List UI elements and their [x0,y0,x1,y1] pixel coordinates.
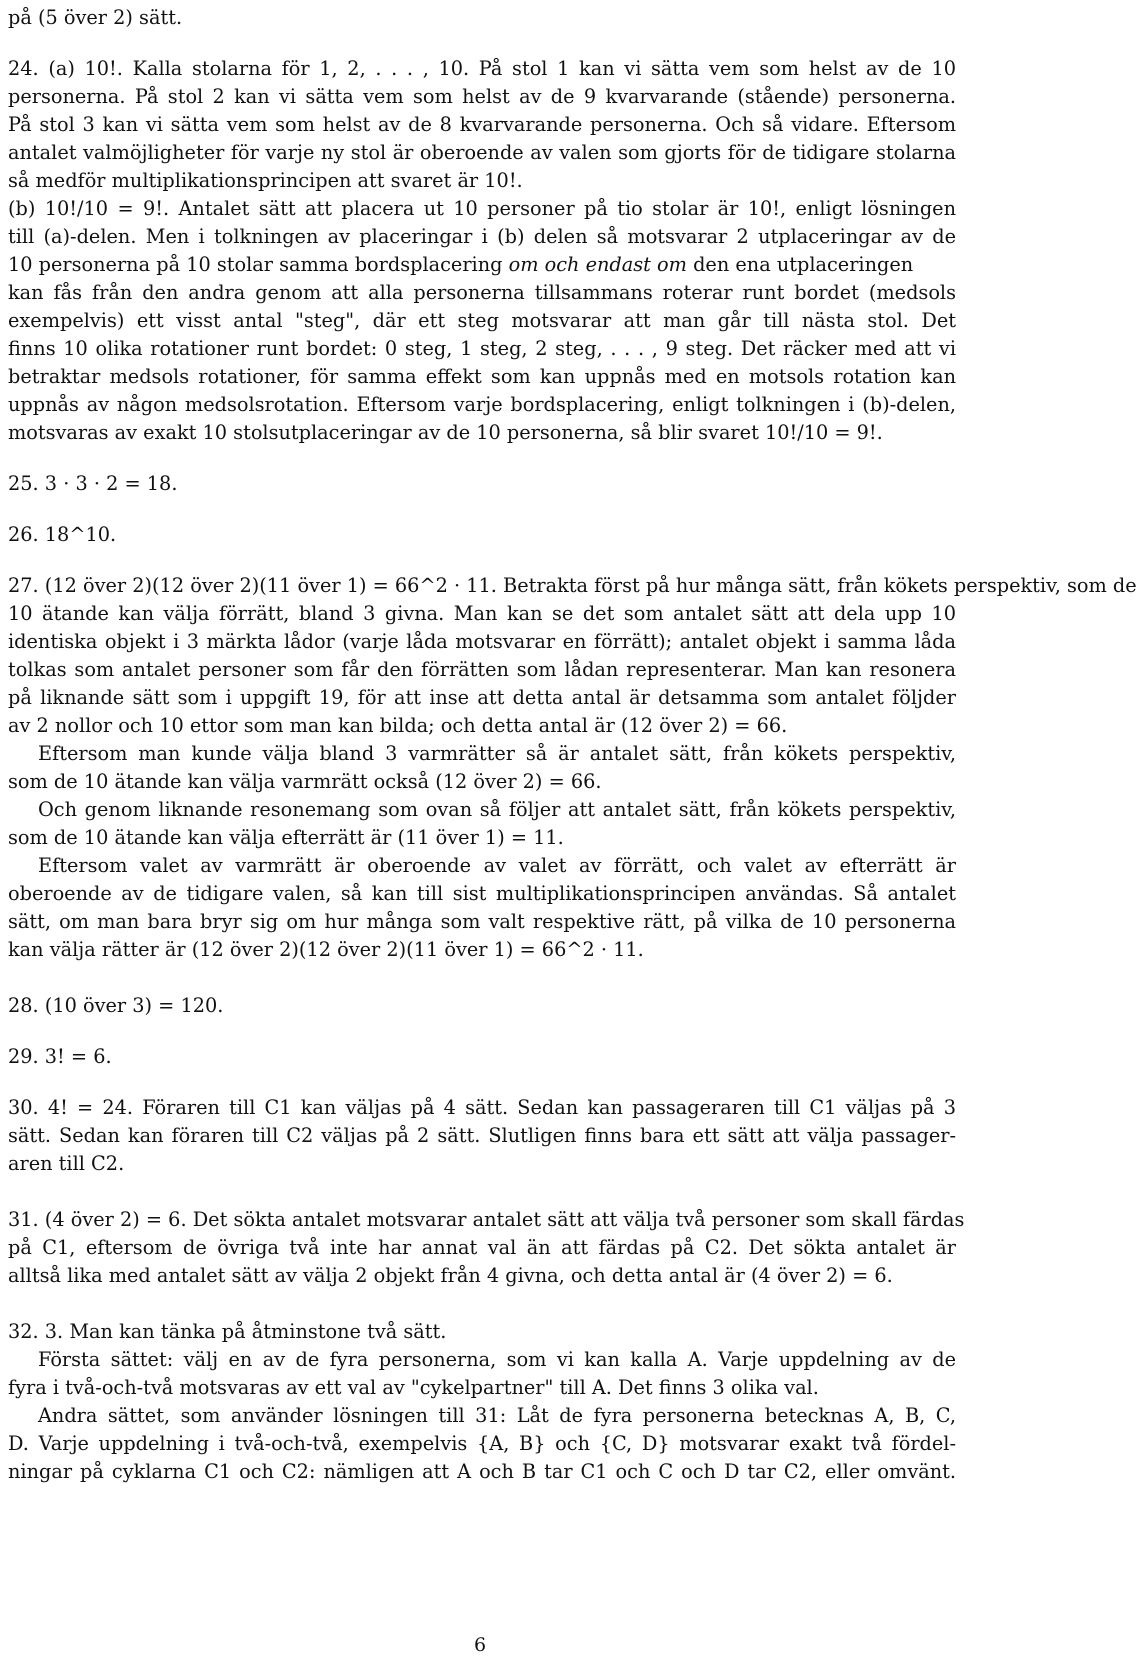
text-line: finns 10 olika rotationer runt bordet: 0 steg, 1 steg, 2 steg, . . . , 9 steg. Det räcker med att vi [8,337,956,360]
text-line: oberoende av de tidigare valen, så kan till sist multiplikationsprincipen användas. Så antalet [8,882,956,905]
text-line: fyra i två-och-två motsvaras av ett val av "cykelpartner" till A. Det finns 3 olika val. [8,1376,819,1399]
text-line: 32. 3. Man kan tänka på åtminstone två sätt. [8,1320,447,1343]
text-line: På stol 3 kan vi sätta vem som helst av de 8 kvarvarande personerna. Och så vidare. Eftersom [8,113,956,136]
text-line: kan fås från den andra genom att alla personerna tillsammans roterar runt bordet (medsols [8,281,956,304]
text-line: Andra sättet, som använder lösningen till 31: Låt de fyra personerna betecknas A, B, C, [38,1404,956,1427]
text-line: sätt. Sedan kan föraren till C2 väljas på 2 sätt. Slutligen finns bara ett sätt att välja passager- [8,1124,956,1147]
italic-phrase: om och endast om [508,253,687,276]
text-line: 31. (4 över 2) = 6. Det sökta antalet motsvarar antalet sätt att välja två personer som skall färdas [8,1208,965,1231]
text-line: personerna. På stol 2 kan vi sätta vem som helst av de 9 kvarvarande (stående) personerna. [8,85,956,108]
text-segment: 10 personerna på 10 stolar samma bordsplacering [8,253,503,276]
text-line [8,251,913,279]
text-line: 24. (a) 10!. Kalla stolarna för 1, 2, . . . , 10. På stol 1 kan vi sätta vem som helst av de 10 [8,57,956,80]
text-line: så medför multiplikationsprincipen att svaret är 10!. [8,169,523,192]
text-line: på C1, eftersom de övriga två inte har annat val än att färdas på C2. Det sökta antalet är [8,1236,956,1259]
text-line: på (5 över 2) sätt. [8,6,183,29]
text-line: uppnås av någon medsolsrotation. Eftersom varje bordsplacering, enligt tolkningen i (b)-delen, [8,393,956,416]
text-line: kan välja rätter är (12 över 2)(12 över 2)(11 över 1) = 66^2 · 11. [8,938,644,961]
text-line: Eftersom valet av varmrätt är oberoende av valet av förrätt, och valet av efterrätt är [38,854,956,877]
text-line: sätt, om man bara bryr sig om hur många som valt respektive rätt, på vilka de 10 personerna [8,910,956,933]
text-line: till (a)-delen. Men i tolkningen av placeringar i (b) delen så motsvarar 2 utplaceringar av de [8,225,956,248]
text-line: 30. 4! = 24. Föraren till C1 kan väljas på 4 sätt. Sedan kan passageraren till C1 väljas på 3 [8,1096,956,1119]
text-line: som de 10 ätande kan välja efterrätt är (11 över 1) = 11. [8,826,564,849]
text-line: antalet valmöjligheter för varje ny stol är oberoende av valen som gjorts för de tidigare stolarna [8,141,956,164]
text-line: motsvaras av exakt 10 stolsutplaceringar av de 10 personerna, så blir svaret 10!/10 = 9!. [8,421,883,444]
text-line: alltså lika med antalet sätt av välja 2 objekt från 4 givna, och detta antal är (4 över 2) = 6. [8,1264,893,1287]
text-line: Och genom liknande resonemang som ovan så följer att antalet sätt, från kökets perspektiv, [38,798,956,821]
text-line: tolkas som antalet personer som får den förrätten som lådan representerar. Man kan resonera [8,658,956,681]
text-line: 28. (10 över 3) = 120. [8,994,224,1017]
text-line: betraktar medsols rotationer, för samma effekt som kan uppnås med en motsols rotation kan [8,365,956,388]
text-line: ningar på cyklarna C1 och C2: nämligen att A och B tar C1 och C och D tar C2, eller omvänt. [8,1460,956,1483]
text-line: 26. 18^10. [8,523,117,546]
text-line: 25. 3 · 3 · 2 = 18. [8,472,178,495]
text-line: exempelvis) ett visst antal "steg", där ett steg motsvarar att man går till nästa stol. Det [8,309,956,332]
text-line: 29. 3! = 6. [8,1045,112,1068]
page-number: 6 [473,1634,487,1656]
text-line: som de 10 ätande kan välja varmrätt också (12 över 2) = 66. [8,770,602,793]
text-line: identiska objekt i 3 märkta lådor (varje låda motsvarar en förrätt); antalet objekt i samma låda [8,630,956,653]
text-line: aren till C2. [8,1152,125,1175]
text-line: av 2 nollor och 10 ettor som man kan bilda; och detta antal är (12 över 2) = 66. [8,714,788,737]
text-line: 10 ätande kan välja förrätt, bland 3 givna. Man kan se det som antalet sätt att dela upp 10 [8,602,956,625]
text-line: Eftersom man kunde välja bland 3 varmrätter så är antalet sätt, från kökets perspektiv, [38,742,956,765]
text-line: D. Varje uppdelning i två-och-två, exempelvis {A, B} och {C, D} motsvarar exakt två fördel- [8,1432,956,1455]
text-line: Första sättet: välj en av de fyra personerna, som vi kan kalla A. Varje uppdelning av de [38,1348,956,1371]
text-line: på liknande sätt som i uppgift 19, för att inse att detta antal är detsamma som antalet följder [8,686,956,709]
text-line: 27. (12 över 2)(12 över 2)(11 över 1) = 66^2 · 11. Betrakta först på hur många sätt, från kökets perspektiv, som de [8,574,1137,597]
text-segment: den ena utplaceringen [693,253,914,276]
text-line: (b) 10!/10 = 9!. Antalet sätt att placera ut 10 personer på tio stolar är 10!, enligt lösningen [8,197,956,220]
